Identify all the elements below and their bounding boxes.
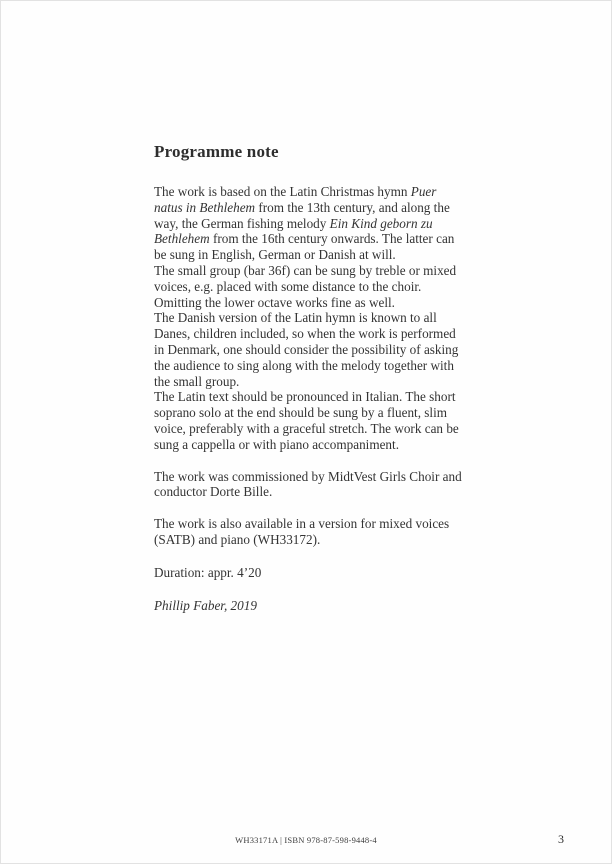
work-title-puer-natus: Puer natus in Bethlehem: [154, 184, 437, 215]
duration-note: Duration: appr. 4’20: [154, 564, 262, 580]
paragraph-danish-version: The Danish version of the Latin hymn is known to all Danes, children included, so when the work is performed in Denmark, one should consider the possibility of asking the audience to sing along with the melody together with the small group.: [154, 310, 459, 389]
paragraph-alternate-version: The work is also available in a version for mixed voices (SATB) and piano (WH33172).: [154, 516, 450, 547]
imprint-isbn: WH33171A | ISBN 978-87-598-9448-4: [235, 835, 377, 845]
paragraph-small-group: The small group (bar 36f) can be sung by treble or mixed voices, e.g. placed with some distance to the choir. Omitting the lower octave works fine as well.: [154, 262, 457, 310]
text-run: The work is based on the Latin Christmas hymn: [154, 184, 411, 199]
page-footer: [1, 833, 611, 847]
work-title-ein-kind: Ein Kind geborn zu Bethlehem: [154, 215, 433, 247]
page-number: 3: [558, 832, 564, 846]
page-title: Programme note: [154, 142, 279, 161]
paragraph-commission: The work was commissioned by MidtVest Girls Choir and conductor Dorte Bille.: [154, 468, 462, 500]
programme-note-section: [154, 142, 464, 613]
paragraph-latin-pronunciation: The Latin text should be pronounced in Italian. The short soprano solo at the end should be sung by a fluent, slim voice, preferably with a graceful stretch. The work can be sung a cappella or with piano accompaniment.: [154, 389, 459, 452]
paragraph-work-basis: [154, 184, 464, 263]
text-run: from the 16th century onwards. The latter can be sung in English, German or Danish at will.: [154, 231, 455, 263]
text-run: from the 13th century, and along the way, the German fishing melody: [154, 199, 450, 231]
author-signature: Phillip Faber, 2019: [154, 597, 257, 613]
